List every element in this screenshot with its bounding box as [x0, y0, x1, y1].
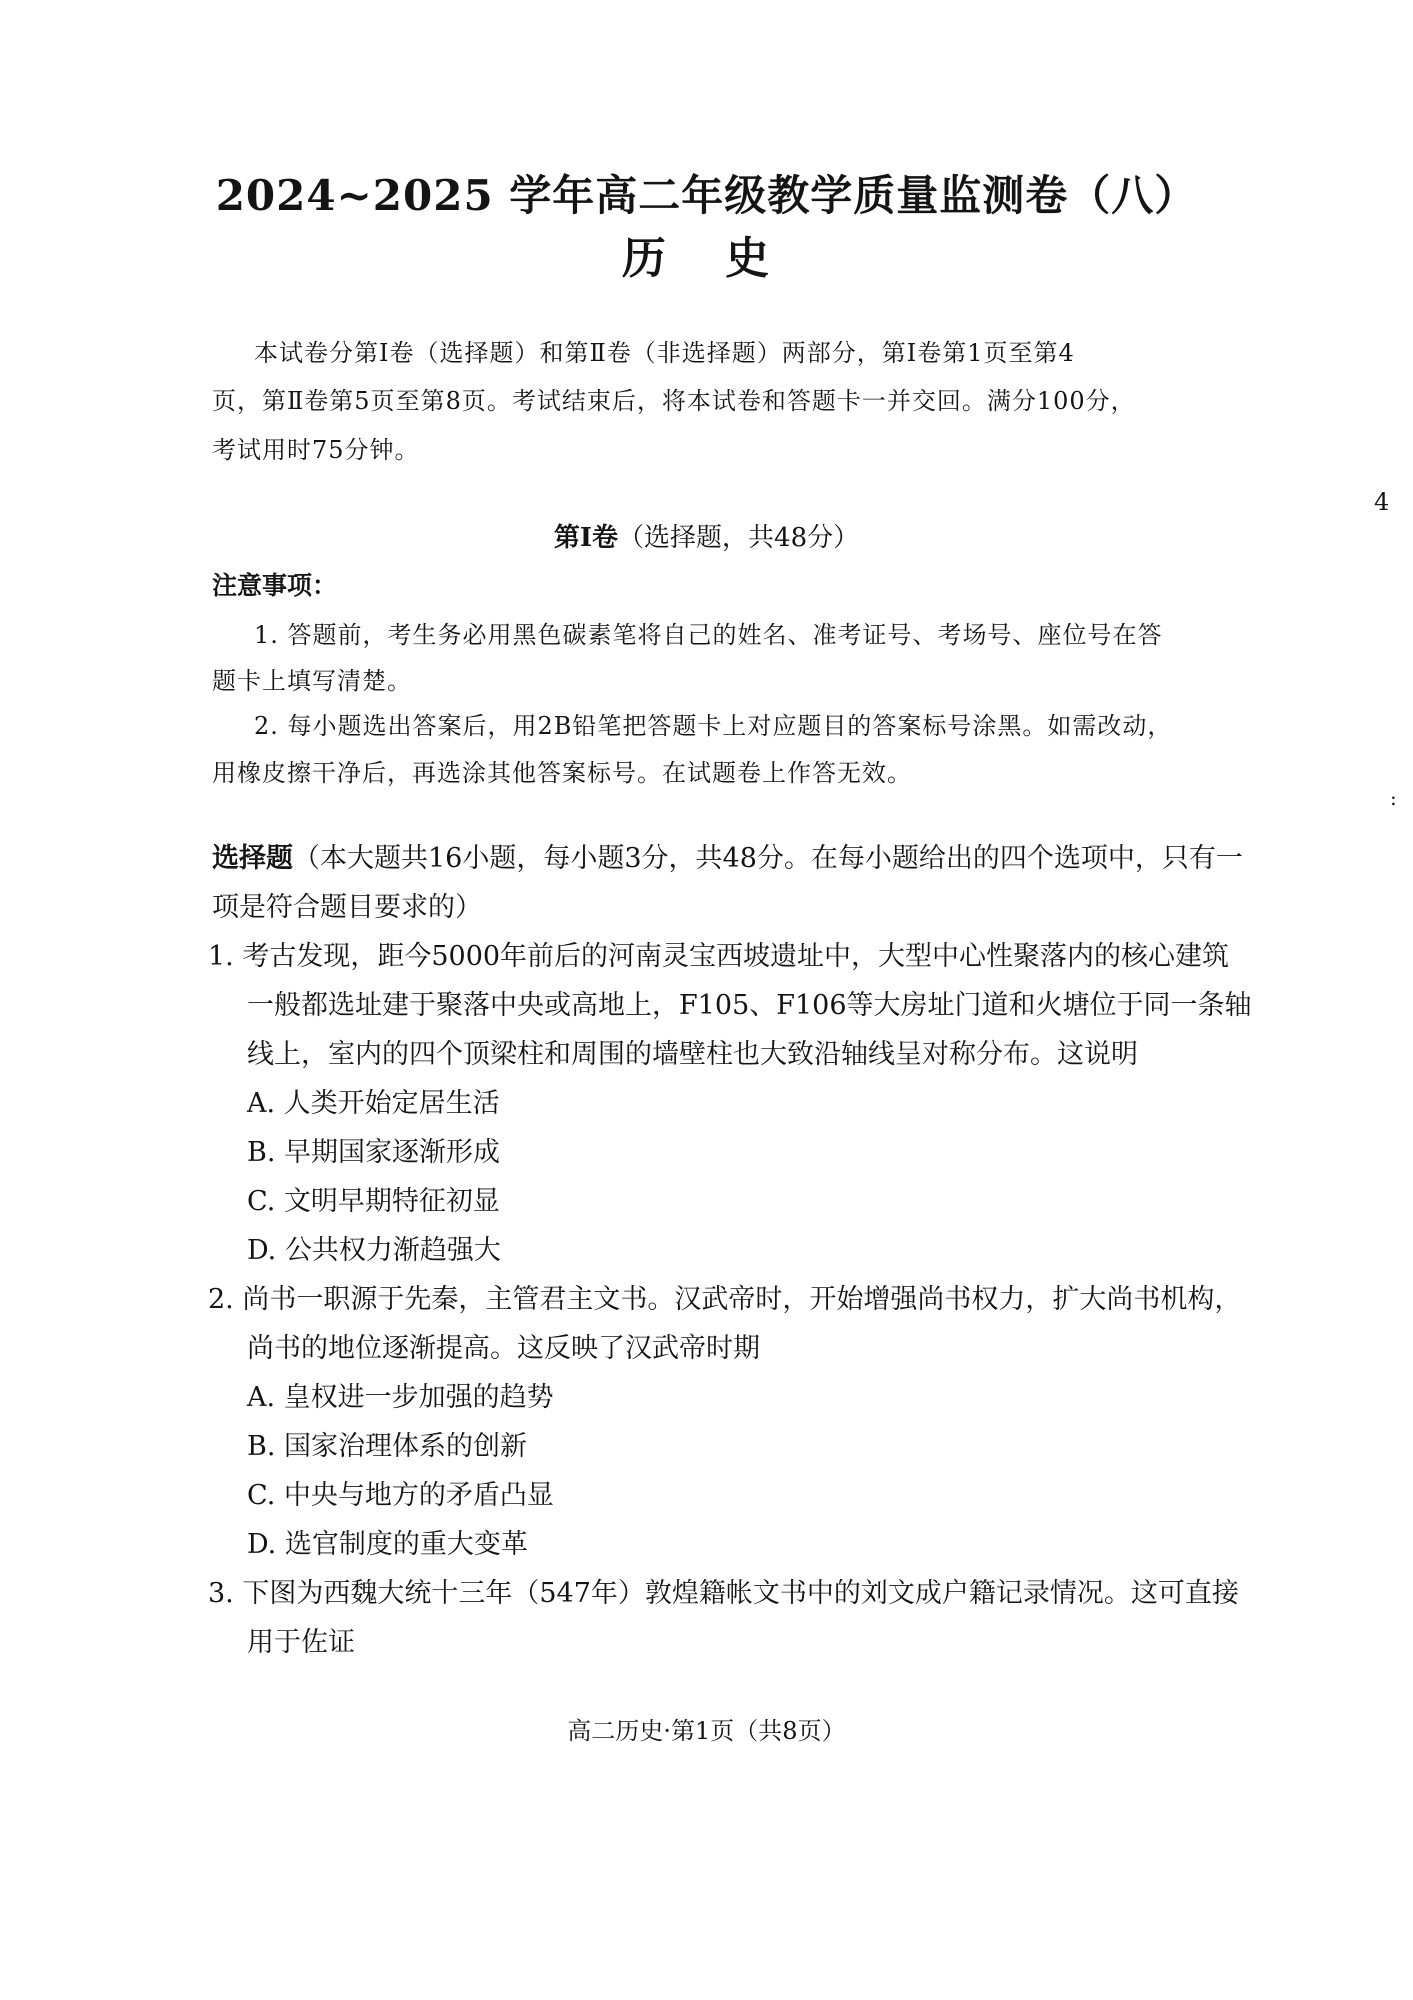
section-1-desc: （选择题，共48分） — [618, 523, 860, 553]
mc-title: 选择题 — [212, 843, 293, 874]
question-2-option-c: C. 中央与地方的矛盾凸显 — [247, 1480, 554, 1511]
question-2-option-a: A. 皇权进一步加强的趋势 — [247, 1382, 554, 1413]
intro-line-1: 本试卷分第Ⅰ卷（选择题）和第Ⅱ卷（非选择题）两部分，第Ⅰ卷第1页至第4 — [254, 339, 1075, 367]
question-2-line-1: 2. 尚书一职源于先秦，主管君主文书。汉武帝时，开始增强尚书权力，扩大尚书机构， — [208, 1284, 1242, 1315]
question-1-line-2: 一般都选址建于聚落中央或高地上，F105、F106等大房址门道和火塘位于同一条轴 — [247, 990, 1252, 1021]
notice-title: 注意事项： — [212, 571, 338, 600]
question-1-option-b: B. 早期国家逐渐形成 — [247, 1137, 501, 1168]
question-1-option-a: A. 人类开始定居生活 — [247, 1088, 500, 1119]
question-1-line-1: 1. 考古发现，距今5000年前后的河南灵宝西坡遗址中，大型中心性聚落内的核心建筑 — [208, 941, 1230, 972]
section-1-heading — [0, 517, 1413, 554]
question-1-line-3: 线上，室内的四个顶梁柱和周围的墙壁柱也大致沿轴线呈对称分布。这说明 — [247, 1039, 1138, 1070]
mc-desc-1: （本大题共16小题，每小题3分，共48分。在每小题给出的四个选项中，只有一 — [293, 843, 1243, 874]
question-1-option-c: C. 文明早期特征初显 — [247, 1186, 500, 1217]
notice-item-1-line-2: 题卡上填写清楚。 — [212, 667, 412, 695]
question-3-line-2: 用于佐证 — [247, 1627, 355, 1658]
exam-title: 2024~2025 学年高二年级教学质量监测卷（八） — [215, 171, 1198, 220]
mc-instructions-line-2: 项是符合题目要求的） — [212, 892, 482, 923]
question-2-option-b: B. 国家治理体系的创新 — [247, 1431, 528, 1462]
mc-instructions-line-1 — [212, 836, 1243, 875]
question-2-line-2: 尚书的地位逐渐提高。这反映了汉武帝时期 — [247, 1333, 760, 1364]
question-2-option-d: D. 选官制度的重大变革 — [247, 1529, 528, 1560]
notice-item-2-line-1: 2. 每小题选出答案后，用2B铅笔把答题卡上对应题目的答案标号涂黑。如需改动， — [254, 712, 1173, 740]
intro-line-2: 页，第Ⅱ卷第5页至第8页。考试结束后，将本试卷和答题卡一并交回。满分100分， — [212, 387, 1136, 415]
page-footer: 高二历史·第1页（共8页） — [567, 1717, 846, 1745]
margin-mark: : — [1390, 786, 1397, 810]
section-1-label: 第Ⅰ卷 — [553, 523, 619, 553]
notice-item-1-line-1: 1. 答题前，考生务必用黑色碳素笔将自己的姓名、准考证号、考场号、座位号在答 — [254, 621, 1163, 649]
question-1-option-d: D. 公共权力渐趋强大 — [247, 1235, 501, 1266]
subject-title: 历 史 — [621, 233, 792, 284]
intro-line-3: 考试用时75分钟。 — [212, 436, 420, 464]
question-3-line-1: 3. 下图为西魏大统十三年（547年）敦煌籍帐文书中的刘文成户籍记录情况。这可直接 — [208, 1578, 1239, 1609]
notice-item-2-line-2: 用橡皮擦干净后，再选涂其他答案标号。在试题卷上作答无效。 — [212, 759, 912, 787]
margin-number: 4 — [1374, 488, 1390, 516]
